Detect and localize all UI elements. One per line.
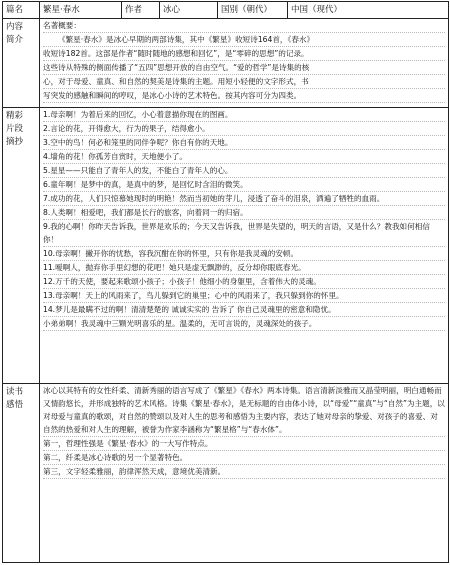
excerpt-item: 10.母亲啊！撇开你的忧愁，容我沉酣在你的怀里，只有你是我灵魂的安顿。 — [43, 247, 445, 261]
excerpts-row — [3, 108, 449, 384]
author-value: 冰心 — [160, 2, 218, 19]
intro-line: 这些诗从特殊的侧面传播了“五四”思想开放的自由空气。“爱的哲学”是诗集的核 — [43, 61, 445, 75]
feelings-row — [3, 384, 449, 563]
intro-title: 名著概要： — [43, 19, 445, 33]
excerpt-item: 1.母亲啊！为着后来的回忆，小心着意描你现在的图画。 — [43, 108, 445, 122]
feelings-point: 第一，哲理性强是《繁星·春水》的一大写作特点。 — [43, 437, 445, 451]
header-row — [3, 2, 449, 19]
intro-line: 写突发的感触和瞬间的哼叹，是冰心小诗的艺术特色。按其内容可分为四类。 — [43, 89, 445, 103]
reading-record-table — [2, 1, 449, 563]
excerpt-item: 13.母亲啊！天上的风雨来了，鸟儿躲到它的巢里；心中的风雨来了，我只躲到你的怀里。 — [43, 289, 445, 303]
excerpt-item: 6.童年啊！是梦中的真，是真中的梦，是回忆时含泪的微笑。 — [43, 178, 445, 192]
excerpt-item: 4.墙角的花！你孤芳自赏时，天地便小了。 — [43, 150, 445, 164]
excerpt-item: 7.成功的花，人们只惊慕她现时的明艳！然而当初她的芽儿，浸透了奋斗的泪泉，洒遍了牺牲的血雨。 — [43, 192, 445, 206]
excerpt-item: 9.我的心啊！你昨天告诉我，世界是欢乐的；今天又告诉我，世界是失望的，明天的言语，又是什么？教我如何相信你！ — [43, 220, 445, 247]
excerpt-item: 12.万千的天使，要起来歌颂小孩子；小孩子！他细小的身躯里，含着伟大的灵魂。 — [43, 275, 445, 289]
feelings-point: 第二，纤柔是冰心诗歌的另一个显著特色。 — [43, 451, 445, 465]
reading-record-sheet — [2, 1, 448, 563]
feelings-point: 第三，文字轻柔雅丽，韵律浑然天成，意境优美清新。 — [43, 465, 445, 479]
title-label: 篇名 — [3, 2, 40, 19]
excerpt-item: 5.星星——只能自了青年人的发，不能白了青年人的心。 — [43, 164, 445, 178]
excerpt-item: 2.言论的花，开得愈大，行为的果子，结得愈小。 — [43, 122, 445, 136]
intro-line: 收短诗182首。这部是作者“随时随地的感想和回忆”，是“零碎的思想”的记录。 — [43, 47, 445, 61]
feelings-paragraph: 冰心以其特有的女性纤柔、清新秀丽的语言写成了《繁星》《春水》两本诗集。语言清新淡雅而又晶莹明丽，明白通畅而又情韵悠长，并形成独特的艺术风格。诗集《繁星·春水》，是无标题的自由体小诗，以“母爱”“童真”与“自然”为主题，以对母爱与童真的歌颂，对自然的赞颂以及对人生的思考和感悟为主要内容，表达了她对母亲的挚爱、对孩子的喜爱、对自然的热爱和对人生的理解，被誉为作家李涵称为“繁星格”与“春水体”。 — [43, 384, 445, 437]
intro-row — [3, 19, 449, 108]
intro-line: 心，对于母爱、童真、和自然的契美是诗集的主题。用短小轻便的文字形式，书 — [43, 75, 445, 89]
excerpts-content — [40, 108, 449, 384]
excerpt-item: 11.嗳啊人，抛弃你手里幻想的花吧！她只是虚无飘渺的，反分却你眼底春光。 — [43, 261, 445, 275]
feelings-label: 读书 感悟 — [3, 384, 40, 563]
intro-line: 《繁星·春水》是冰心早期的两部诗集，其中《繁星》收短诗164首，《春水》 — [43, 33, 445, 47]
title-value: 繁星·春水 — [40, 2, 122, 19]
feelings-content — [40, 384, 449, 563]
country-value: 中国（现代） — [288, 2, 449, 19]
excerpts-label: 精彩 片段 摘抄 — [3, 108, 40, 384]
intro-content — [40, 19, 449, 108]
excerpt-item: 8.人类啊！相爱吧，我们都是长行的旅客，向着同一的归宿。 — [43, 206, 445, 220]
intro-label: 内容 简介 — [3, 19, 40, 108]
author-label: 作者 — [122, 2, 160, 19]
excerpt-item: 小弟弟啊！我灵魂中三颗光明喜乐的星。温柔的，无可言说的，灵魂深处的孩子。 — [43, 317, 445, 331]
excerpt-item: 3.空中的鸟！何必和笼里的同伴争呢？你自有你的天地。 — [43, 136, 445, 150]
excerpt-item: 14.梦儿是最瞒不过的啊！清清楚楚的 诚诚实实的 告诉了 你自己灵魂里的密意和隐忧。 — [43, 303, 445, 317]
country-label: 国别（朝代） — [218, 2, 288, 19]
